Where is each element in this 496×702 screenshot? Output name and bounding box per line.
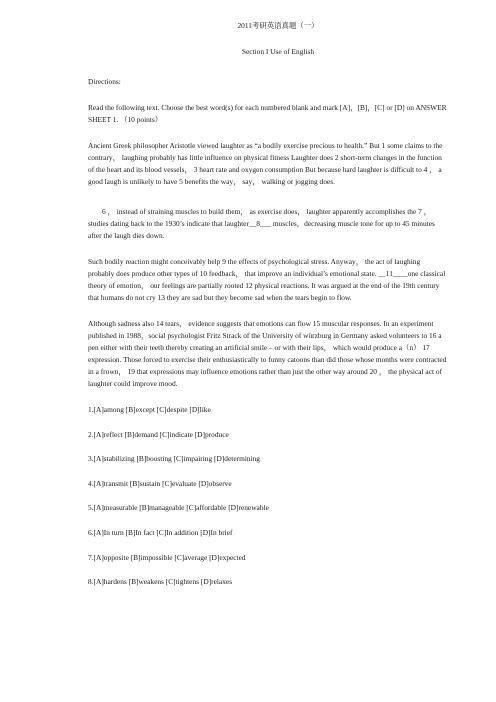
answer-options-list xyxy=(88,404,448,588)
directions-text: Read the following text. Choose the best word(s) for each numbered blank and mark [A]，[B]，[C] or [D] on ANSWER SHEET 1. （10 points） xyxy=(88,103,447,124)
answer-option: 3.[A]stabilizing [B]boosting [C]impairing [D]determining xyxy=(88,454,261,464)
section-heading: Section I Use of English xyxy=(241,47,315,56)
answer-option: 1.[A]among [B]except [C]despite [D]like xyxy=(88,405,211,414)
directions-label: Directions: xyxy=(88,77,121,86)
passage-paragraph-1: Ancient Greek philosopher Aristotle viewed laughter as “a bodily exercise precious to health.” But 1 some claims to the contrary， laughing probably has little influence on physical fitness Laughter does 2 short-term changes in the function of the heart and its blood vessels， 3 heart rate and oxygen consumption But because hard laughter is difficult to 4 ， a good laugh is unlikely to have 5 benefits the way， say， walking or jogging does. xyxy=(88,141,443,186)
answer-option: 8.[A]hardens [B]weakens [C]tightens [D]relaxes xyxy=(88,577,233,587)
passage-paragraph-4: Although sadness also 14 tears， evidence suggests that emotions can flow 15 muscular responses. In an experiment published in 1988，social psychologist Fritz Strack of the University of würzburg in Germany asked volunteers to 16 a pen either with their teeth thereby creating an artificial smile – or with their lips， which would produce a（n） 17 expression. Those forced to exercise their enthusiastically to funny catoons than did those whose months were contracted in a frown， 19 that expressions may influence emotions rather than just the other way around 20 ， the physical act of laughter could improve mood. xyxy=(88,319,447,388)
answer-option: 2.[A]reflect [B]demand [C]indicate [D]produce xyxy=(88,429,229,439)
answer-option: 5.[A]measurable [B]manageable [C]affordable [D]renewable xyxy=(88,503,269,513)
passage-paragraph-2 xyxy=(88,206,448,242)
passage-paragraph-3: Such bodily reaction might conceivably help 9 the effects of psychological stress. Anyway， the act of laughing probably does produce other types of 10 feedback， that improve an individual’s emotional state. __11____one classical theory of emotion， our feelings are partially rooted 12 physical reactions. It was argued at the end of the 19th century that humans do not cry 13 they are sad but they become sad when the tears begin to flow. xyxy=(88,257,446,302)
document-title: 2011考研英语真题（一） xyxy=(237,21,319,30)
passage-paragraph-2-text: 6 ， instead of straining muscles to build them， as exercise does， laughter apparently accomplishes the 7 ， studies dating back to the 1930’s indicate that laughter__8___ muscles，decreasing muscle tone for up to 45 minutes after the laugh dies down. xyxy=(88,207,435,240)
answer-option: 7.[A]opposite [B]impossible [C]average [D]expected xyxy=(88,552,246,562)
answer-option: 6.[A]In turn [B]In fact [C]In addition [D]In brief xyxy=(88,527,233,537)
answer-option: 4.[A]transmit [B]sustain [C]evaluate [D]observe xyxy=(88,478,232,488)
